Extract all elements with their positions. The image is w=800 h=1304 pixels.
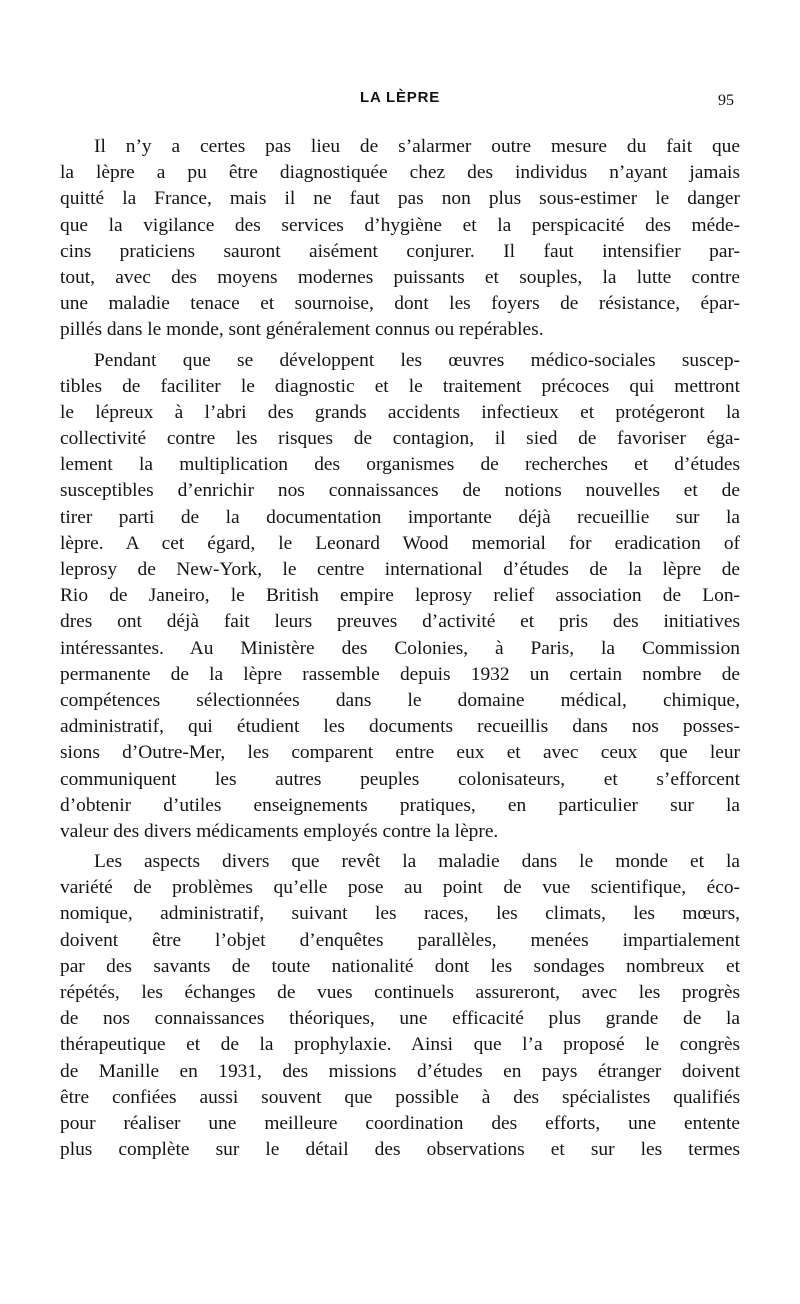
text-line: communiquent les autres peuples colonisateurs, et s’efforcent [60,768,740,790]
text-line: permanente de la lèpre rassemble depuis 1932 un certain nombre de [60,663,740,685]
text-line: dres ont déjà fait leurs preuves d’activité et pris des initiatives [60,611,740,633]
text-line: pillés dans le monde, sont généralement connus ou repérables. [60,319,544,341]
text-line: nomique, administratif, suivant les races, les climats, les mœurs, [60,903,740,925]
text-line: susceptibles d’enrichir nos connaissances de notions nouvelles et de [60,480,740,502]
text-line: Il n’y a certes pas lieu de s’alarmer outre mesure du fait que [94,136,740,157]
text-line: le lépreux à l’abri des grands accidents infectieux et protégeront la [60,401,740,423]
text-line: pour réaliser une meilleure coordination des efforts, une entente [60,1112,740,1134]
text-line: administratif, qui étudient les documents recueillis dans nos posses- [60,716,740,738]
text-line: intéressantes. Au Ministère des Colonies, à Paris, la Commission [60,637,740,659]
text-line: répétés, les échanges de vues continuels assureront, avec les progrès [60,982,740,1003]
text-line: d’obtenir d’utiles enseignements pratiques, en particulier sur la [60,794,740,816]
text-line: être confiées aussi souvent que possible à des spécialistes qualifiés [60,1086,740,1108]
text-line: thérapeutique et de la prophylaxie. Ainsi que l’a proposé le congrès [60,1034,740,1056]
text-line: par des savants de toute nationalité dont les sondages nombreux et [60,955,740,977]
text-line: Pendant que se développent les œuvres médico-sociales suscep- [94,349,740,371]
text-line: de Manille en 1931, des missions d’études en pays étranger doivent [60,1060,740,1082]
text-line: que la vigilance des services d’hygiène et la perspicacité des méde- [60,214,740,236]
text-line: tirer parti de la documentation importante déjà recueillie sur la [60,506,740,528]
text-line: de nos connaissances théoriques, une efficacité plus grande de la [60,1008,740,1030]
paragraph-3 [60,849,740,1163]
text-line: doivent être l’objet d’enquêtes parallèles, menées impartialement [60,929,740,951]
text-line: lement la multiplication des organismes de recherches et d’études [60,454,740,476]
text-line: collectivité contre les risques de contagion, il sied de favoriser éga- [60,428,740,450]
paragraph-2 [60,348,740,846]
text-line: plus complète sur le détail des observations et sur les termes [60,1139,740,1161]
text-line: Rio de Janeiro, le British empire leprosy relief association de Lon- [60,585,740,607]
running-title: LA LÈPRE [359,89,440,106]
text-line: sions d’Outre-Mer, les comparent entre eux et avec ceux que leur [60,742,740,764]
text-line: une maladie tenace et sournoise, dont les foyers de résistance, épar- [60,293,740,315]
body-text [60,134,740,1163]
text-line: leprosy de New-York, le centre international d’études de la lèpre de [60,559,740,580]
text-line: compétences sélectionnées dans le domaine médical, chimique, [60,689,740,711]
text-line: variété de problèmes qu’elle pose au point de vue scientifique, éco- [60,877,740,899]
text-line: Les aspects divers que revêt la maladie dans le monde et la [94,851,740,873]
text-line: lèpre. A cet égard, le Leonard Wood memorial for eradication of [60,532,740,554]
paragraph-1 [60,134,740,344]
text-line: tibles de faciliter le diagnostic et le traitement précoces qui mettront [60,375,740,397]
text-line: quitté la France, mais il ne faut pas non plus sous-estimer le danger [60,188,740,210]
text-line: valeur des divers médicaments employés contre la lèpre. [60,820,499,842]
text-line: la lèpre a pu être diagnostiquée chez des individus n’ayant jamais [60,162,740,184]
page-number: 95 [718,92,734,109]
text-line: tout, avec des moyens modernes puissants et souples, la lutte contre [60,266,740,288]
text-line: cins praticiens sauront aisément conjurer. Il faut intensifier par- [60,240,740,262]
